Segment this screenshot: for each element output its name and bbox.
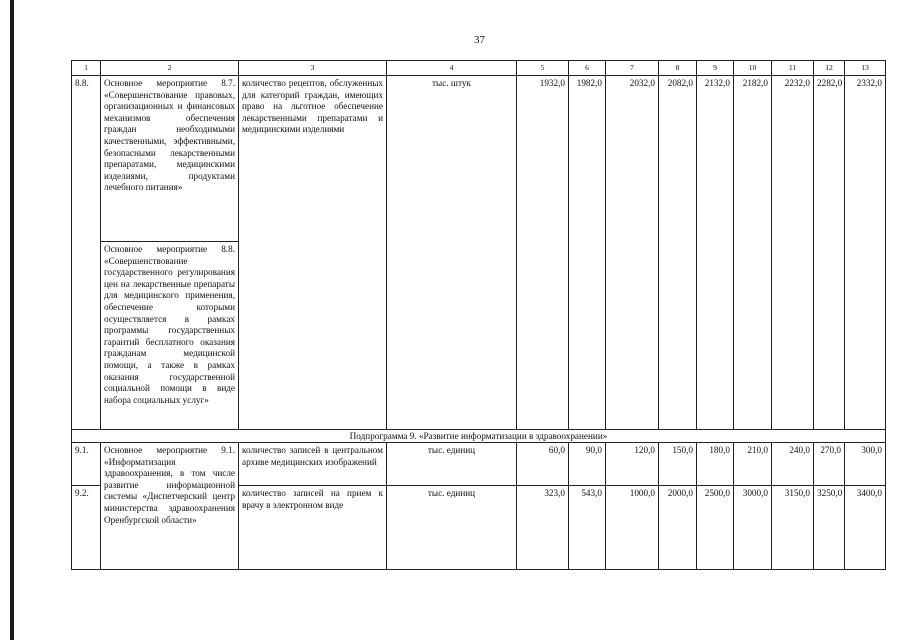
value-cell: 3250,0 [814, 486, 845, 570]
indicators-table [71, 60, 886, 570]
value-cell: 2232,0 [772, 76, 814, 430]
column-header: 6 [569, 61, 606, 76]
value-cell: 2132,0 [697, 76, 734, 430]
value-cell: 1932,0 [517, 76, 569, 430]
indicator-cell: количество записей на прием к врачу в электронном виде [239, 486, 387, 570]
column-header: 10 [734, 61, 772, 76]
value-cell: 210,0 [734, 443, 772, 486]
table-row [72, 443, 886, 486]
value-cell: 2082,0 [659, 76, 697, 430]
event-cell: Основное мероприятие 8.8. «Совершенствование государственного регулирования цен на лекарственные препараты для медицинского применения, обеспечение которыми осуществляется в рамках программы государственных гарантий бесплатного оказания гражданам медицинской помощи, а также в рамках оказания государственной социальной помощи в виде набора социальных услуг» [101, 242, 239, 430]
unit-cell: тыс. единиц [387, 486, 517, 570]
scan-edge-bar [10, 0, 14, 640]
column-header: 3 [239, 61, 387, 76]
column-header: 4 [387, 61, 517, 76]
subprogram-title: Подпрограмма 9. «Развитие информатизации в здравоохранении» [72, 430, 886, 443]
value-cell: 60,0 [517, 443, 569, 486]
column-header: 5 [517, 61, 569, 76]
value-cell: 2032,0 [606, 76, 659, 430]
value-cell: 2332,0 [845, 76, 886, 430]
unit-cell: тыс. единиц [387, 443, 517, 486]
value-cell: 3150,0 [772, 486, 814, 570]
value-cell: 2282,0 [814, 76, 845, 430]
value-cell: 2000,0 [659, 486, 697, 570]
column-header: 11 [772, 61, 814, 76]
unit-cell: тыс. штук [387, 76, 517, 430]
value-cell: 543,0 [569, 486, 606, 570]
value-cell: 323,0 [517, 486, 569, 570]
column-header: 13 [845, 61, 886, 76]
row-number: 9.2. [72, 486, 101, 570]
indicator-cell: количество записей в центральном архиве медицинских изображений [239, 443, 387, 486]
value-cell: 300,0 [845, 443, 886, 486]
event-cell: Основное мероприятие 9.1. «Информатизация здравоохранения, в том числе развитие информационной системы «Диспетчерский центр министерства здравоохранения Оренбургской области» [101, 443, 239, 570]
value-cell: 120,0 [606, 443, 659, 486]
column-header: 2 [101, 61, 239, 76]
value-cell: 3000,0 [734, 486, 772, 570]
subprogram-row [72, 430, 886, 443]
value-cell: 2182,0 [734, 76, 772, 430]
column-header: 7 [606, 61, 659, 76]
table-header-row [72, 61, 886, 76]
page-number: 37 [474, 34, 485, 46]
value-cell: 240,0 [772, 443, 814, 486]
value-cell: 90,0 [569, 443, 606, 486]
value-cell: 2500,0 [697, 486, 734, 570]
table-row [72, 76, 886, 242]
column-header: 1 [72, 61, 101, 76]
column-header: 12 [814, 61, 845, 76]
column-header: 9 [697, 61, 734, 76]
value-cell: 270,0 [814, 443, 845, 486]
value-cell: 3400,0 [845, 486, 886, 570]
indicator-cell: количество рецептов, обслуженных для категорий граждан, имеющих право на льготное обеспечение лекарственными препаратами и медицинскими изделиями [239, 76, 387, 430]
value-cell: 150,0 [659, 443, 697, 486]
row-number: 8.8. [72, 76, 101, 430]
value-cell: 180,0 [697, 443, 734, 486]
value-cell: 1982,0 [569, 76, 606, 430]
event-cell: Основное мероприятие 8.7. «Совершенствование правовых, организационных и финансовых механизмов обеспечения граждан необходимыми качественными, эффективными, безопасными лекарственными препаратами, медицинскими изделиями, продуктами лечебного питания» [101, 76, 239, 242]
column-header: 8 [659, 61, 697, 76]
row-number: 9.1. [72, 443, 101, 486]
value-cell: 1000,0 [606, 486, 659, 570]
